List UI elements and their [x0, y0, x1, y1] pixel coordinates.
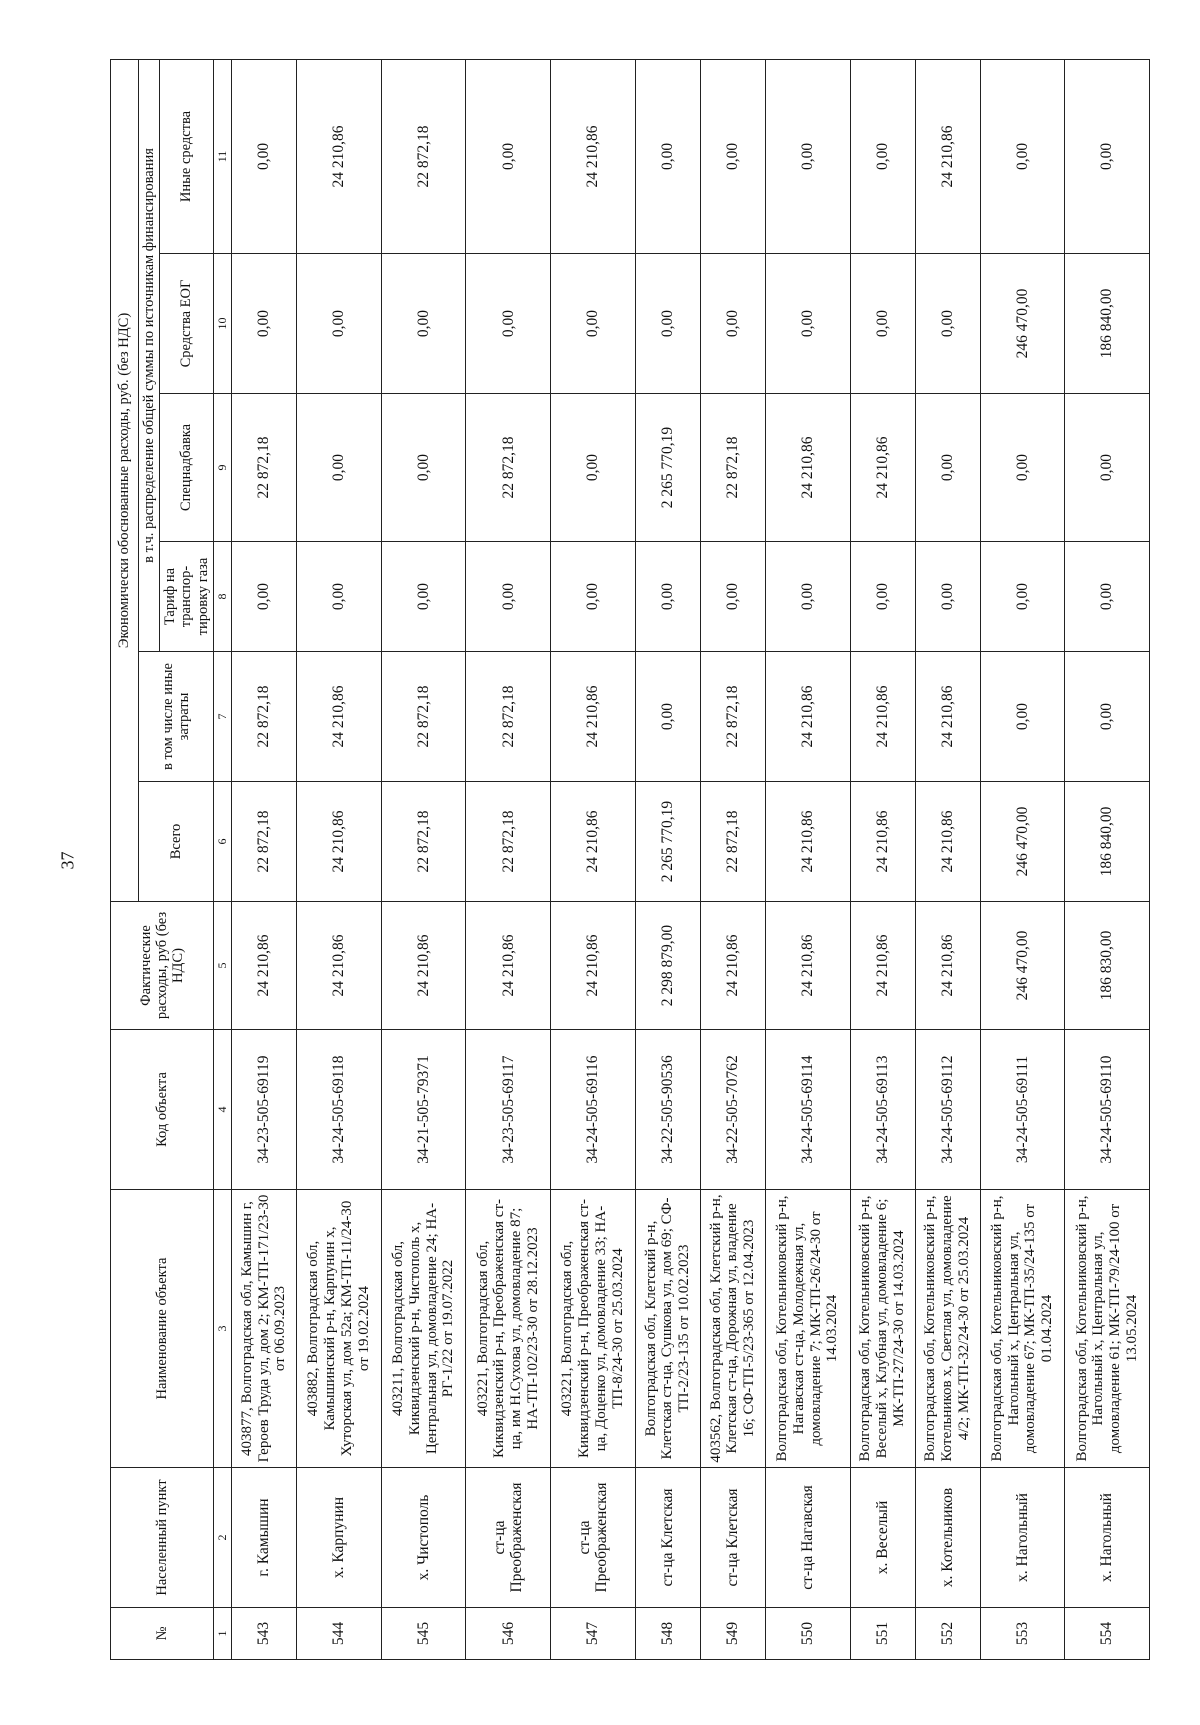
cell-tariff: 0,00 — [700, 542, 765, 652]
cell-other-funds: 24 210,86 — [915, 59, 980, 253]
rotated-table-container — [110, 60, 1150, 1660]
cell-object-code: 34-24-505-69112 — [915, 1030, 980, 1190]
header-num: № — [111, 1608, 214, 1660]
cell-object-name: Волгоградская обл, Котельниковский р-н, Веселый х, Клубная ул, домовладение 6; МК-ТП-27/24-30 от 14.03.2024 — [850, 1190, 915, 1468]
cell-special: 22 872,18 — [700, 394, 765, 542]
header-object-code: Код объекта — [111, 1030, 214, 1190]
cell-other-funds: 0,00 — [1065, 59, 1150, 253]
cell-settlement: х. Нагольный — [1065, 1468, 1150, 1608]
cell-object-name: 403221, Волгоградская обл, Киквидзенский р-н, Преображенская ст-ца, им Н.Сухова ул, домовладение 87; НА-ТП-102/23-30 от 28.12.2023 — [466, 1190, 551, 1468]
cell-tariff: 0,00 — [850, 542, 915, 652]
column-number: 7 — [213, 652, 231, 782]
cell-object-name: Волгоградская обл, Котельниковский р-н, Котельников х, Светлая ул, домовладение 4/2; МК-ТП-32/24-30 от 25.03.2024 — [915, 1190, 980, 1468]
cell-eog: 186 840,00 — [1065, 254, 1150, 394]
cell-object-name: 403877, Волгоградская обл, Камышин г, Героев Труда ул, дом 2; КМ-ТП-171/23-30 от 06.09.2023 — [231, 1190, 296, 1468]
cell-eog: 0,00 — [765, 254, 850, 394]
cell-eog: 0,00 — [850, 254, 915, 394]
cell-object-name: 403211, Волгоградская обл, Киквидзенский р-н, Чистополь х, Центральная ул, домовладение 24; НА-РГ-1/22 от 19.07.2022 — [381, 1190, 466, 1468]
cell-object-code: 34-24-505-69118 — [296, 1030, 381, 1190]
cell-other-costs: 22 872,18 — [231, 652, 296, 782]
cell-settlement: х. Котельников — [915, 1468, 980, 1608]
cell-settlement: х. Чистополь — [381, 1468, 466, 1608]
cell-special: 0,00 — [551, 394, 636, 542]
column-number: 3 — [213, 1190, 231, 1468]
table-row — [551, 59, 636, 1659]
header-distribution: в т.ч. распределение общей суммы по источникам финансирования — [139, 59, 160, 651]
cell-num: 548 — [635, 1608, 700, 1660]
cell-other-funds: 0,00 — [466, 59, 551, 253]
cell-other-costs: 22 872,18 — [700, 652, 765, 782]
page-number: 37 — [57, 851, 78, 870]
header-actual-expenses: Фактические расходы, руб (без НДС) — [111, 902, 214, 1030]
cell-total: 246 470,00 — [980, 782, 1065, 902]
cell-other-costs: 24 210,86 — [296, 652, 381, 782]
table-header — [111, 59, 232, 1659]
cell-other-funds: 0,00 — [700, 59, 765, 253]
table-row — [296, 59, 381, 1659]
column-number: 11 — [213, 59, 231, 253]
cell-num: 553 — [980, 1608, 1065, 1660]
cell-eog: 0,00 — [296, 254, 381, 394]
column-number: 6 — [213, 782, 231, 902]
cell-actual-expenses: 24 210,86 — [551, 902, 636, 1030]
cell-total: 24 210,86 — [850, 782, 915, 902]
cell-actual-expenses: 246 470,00 — [980, 902, 1065, 1030]
table-row — [635, 59, 700, 1659]
cell-total: 2 265 770,19 — [635, 782, 700, 902]
cell-object-code: 34-22-505-90536 — [635, 1030, 700, 1190]
cell-special: 24 210,86 — [850, 394, 915, 542]
cell-object-code: 34-24-505-69114 — [765, 1030, 850, 1190]
cell-eog: 0,00 — [551, 254, 636, 394]
table-row — [980, 59, 1065, 1659]
cell-num: 550 — [765, 1608, 850, 1660]
cell-num: 547 — [551, 1608, 636, 1660]
column-number: 9 — [213, 394, 231, 542]
cell-settlement: ст-ца Преображенская — [466, 1468, 551, 1608]
cell-total: 24 210,86 — [551, 782, 636, 902]
cell-actual-expenses: 24 210,86 — [381, 902, 466, 1030]
cell-object-code: 34-24-505-69113 — [850, 1030, 915, 1190]
column-number: 4 — [213, 1030, 231, 1190]
cell-special: 0,00 — [980, 394, 1065, 542]
cell-settlement: ст-ца Нагавская — [765, 1468, 850, 1608]
cell-tariff: 0,00 — [765, 542, 850, 652]
cell-actual-expenses: 24 210,86 — [700, 902, 765, 1030]
table-body — [231, 59, 1149, 1659]
cell-object-name: 403882, Волгоградская обл, Камышинский р-н, Карпунин х, Хуторская ул, дом 52а; КМ-ТП-11/24-30 от 19.02.2024 — [296, 1190, 381, 1468]
cell-eog: 0,00 — [700, 254, 765, 394]
cell-num: 551 — [850, 1608, 915, 1660]
cell-actual-expenses: 24 210,86 — [466, 902, 551, 1030]
cell-eog: 246 470,00 — [980, 254, 1065, 394]
cell-object-code: 34-24-505-69110 — [1065, 1030, 1150, 1190]
cell-other-funds: 0,00 — [850, 59, 915, 253]
cell-total: 22 872,18 — [466, 782, 551, 902]
cell-tariff: 0,00 — [1065, 542, 1150, 652]
cell-settlement: ст-ца Клетская — [700, 1468, 765, 1608]
table-row — [381, 59, 466, 1659]
cell-object-code: 34-22-505-70762 — [700, 1030, 765, 1190]
cell-num: 544 — [296, 1608, 381, 1660]
cell-object-code: 34-21-505-79371 — [381, 1030, 466, 1190]
table-row — [231, 59, 296, 1659]
cell-total: 22 872,18 — [231, 782, 296, 902]
table-row — [850, 59, 915, 1659]
cell-settlement: ст-ца Преображенская — [551, 1468, 636, 1608]
cell-object-code: 34-23-505-69119 — [231, 1030, 296, 1190]
cell-actual-expenses: 24 210,86 — [765, 902, 850, 1030]
cell-tariff: 0,00 — [381, 542, 466, 652]
cell-num: 552 — [915, 1608, 980, 1660]
cell-other-funds: 0,00 — [980, 59, 1065, 253]
cell-object-name: 403221, Волгоградская обл, Киквидзенский р-н, Преображенская ст-ца, Доценко ул, домовладение 33; НА-ТП-8/24-30 от 25.03.2024 — [551, 1190, 636, 1468]
cell-other-costs: 24 210,86 — [915, 652, 980, 782]
header-eog: Средства ЕОГ — [160, 254, 214, 394]
cell-special: 2 265 770,19 — [635, 394, 700, 542]
cell-object-name: Волгоградская обл, Котельниковский р-н, Нагавская ст-ца, Молодежная ул, домовладение 7; МК-ТП-26/24-30 от 14.03.2024 — [765, 1190, 850, 1468]
cell-other-costs: 0,00 — [635, 652, 700, 782]
cell-num: 554 — [1065, 1608, 1150, 1660]
cell-tariff: 0,00 — [551, 542, 636, 652]
cell-other-funds: 0,00 — [765, 59, 850, 253]
cell-special: 0,00 — [915, 394, 980, 542]
cell-object-name: Волгоградская обл, Котельниковский р-н, Нагольный х, Центральная ул, домовладение 67; МК-ТП-35/24-135 от 01.04.2024 — [980, 1190, 1065, 1468]
cell-actual-expenses: 2 298 879,00 — [635, 902, 700, 1030]
rotated-page — [110, 60, 1150, 1660]
cell-other-funds: 24 210,86 — [551, 59, 636, 253]
column-number: 8 — [213, 542, 231, 652]
cell-tariff: 0,00 — [980, 542, 1065, 652]
cell-num: 549 — [700, 1608, 765, 1660]
cell-total: 24 210,86 — [296, 782, 381, 902]
cell-eog: 0,00 — [381, 254, 466, 394]
cell-object-name: Волгоградская обл, Клетский р-н, Клетская ст-ца, Сушкова ул, дом 69; СФ-ТП-2/23-135 от 10.02.2023 — [635, 1190, 700, 1468]
cell-object-name: 403562, Волгоградская обл, Клетский р-н, Клетская ст-ца, Дорожная ул, владение 16; СФ-ТП-5/23-365 от 12.04.2023 — [700, 1190, 765, 1468]
header-object-name: Наименование объекта — [111, 1190, 214, 1468]
cell-special: 0,00 — [1065, 394, 1150, 542]
cell-tariff: 0,00 — [915, 542, 980, 652]
cell-other-costs: 24 210,86 — [765, 652, 850, 782]
table-row — [466, 59, 551, 1659]
cell-other-funds: 24 210,86 — [296, 59, 381, 253]
cell-num: 543 — [231, 1608, 296, 1660]
cell-object-name: Волгоградская обл, Котельниковский р-н, Нагольный х, Центральная ул, домовладение 61; МК-ТП-79/24-100 от 13.05.2024 — [1065, 1190, 1150, 1468]
cell-actual-expenses: 24 210,86 — [850, 902, 915, 1030]
column-numbers-row — [213, 59, 231, 1659]
column-number: 5 — [213, 902, 231, 1030]
cell-settlement: х. Веселый — [850, 1468, 915, 1608]
cell-special: 0,00 — [296, 394, 381, 542]
cell-settlement: х. Нагольный — [980, 1468, 1065, 1608]
header-tariff: Тариф на транспор- тировку газа — [160, 542, 214, 652]
cell-other-costs: 24 210,86 — [850, 652, 915, 782]
cell-tariff: 0,00 — [635, 542, 700, 652]
table-row — [1065, 59, 1150, 1659]
cell-other-costs: 0,00 — [980, 652, 1065, 782]
cell-actual-expenses: 24 210,86 — [296, 902, 381, 1030]
cell-tariff: 0,00 — [466, 542, 551, 652]
table-row — [700, 59, 765, 1659]
cell-other-funds: 0,00 — [231, 59, 296, 253]
header-special: Спецнадбавка — [160, 394, 214, 542]
cell-actual-expenses: 24 210,86 — [231, 902, 296, 1030]
cell-other-costs: 22 872,18 — [466, 652, 551, 782]
cell-special: 22 872,18 — [466, 394, 551, 542]
cell-settlement: г. Камышин — [231, 1468, 296, 1608]
expenses-table — [110, 59, 1150, 1660]
cell-eog: 0,00 — [915, 254, 980, 394]
cell-total: 186 840,00 — [1065, 782, 1150, 902]
header-total: Всего — [139, 782, 214, 902]
cell-other-funds: 0,00 — [635, 59, 700, 253]
cell-other-funds: 22 872,18 — [381, 59, 466, 253]
cell-total: 22 872,18 — [381, 782, 466, 902]
cell-total: 24 210,86 — [915, 782, 980, 902]
cell-object-code: 34-24-505-69111 — [980, 1030, 1065, 1190]
cell-other-costs: 24 210,86 — [551, 652, 636, 782]
cell-num: 546 — [466, 1608, 551, 1660]
header-other-funds: Иные средства — [160, 59, 214, 253]
header-economic: Экономически обоснованные расходы, руб. (без НДС) — [111, 59, 139, 901]
cell-actual-expenses: 24 210,86 — [915, 902, 980, 1030]
table-row — [765, 59, 850, 1659]
header-settlement: Населенный пункт — [111, 1468, 214, 1608]
column-number: 2 — [213, 1468, 231, 1608]
header-other-costs: в том числе иные затраты — [139, 652, 214, 782]
cell-total: 24 210,86 — [765, 782, 850, 902]
table-row — [915, 59, 980, 1659]
cell-eog: 0,00 — [635, 254, 700, 394]
cell-eog: 0,00 — [231, 254, 296, 394]
cell-tariff: 0,00 — [231, 542, 296, 652]
cell-object-code: 34-23-505-69117 — [466, 1030, 551, 1190]
cell-other-costs: 22 872,18 — [381, 652, 466, 782]
cell-actual-expenses: 186 830,00 — [1065, 902, 1150, 1030]
column-number: 10 — [213, 254, 231, 394]
cell-settlement: х. Карпунин — [296, 1468, 381, 1608]
column-number: 1 — [213, 1608, 231, 1660]
cell-settlement: ст-ца Клетская — [635, 1468, 700, 1608]
cell-num: 545 — [381, 1608, 466, 1660]
cell-other-costs: 0,00 — [1065, 652, 1150, 782]
cell-special: 24 210,86 — [765, 394, 850, 542]
cell-special: 0,00 — [381, 394, 466, 542]
cell-tariff: 0,00 — [296, 542, 381, 652]
cell-object-code: 34-24-505-69116 — [551, 1030, 636, 1190]
cell-eog: 0,00 — [466, 254, 551, 394]
cell-total: 22 872,18 — [700, 782, 765, 902]
cell-special: 22 872,18 — [231, 394, 296, 542]
